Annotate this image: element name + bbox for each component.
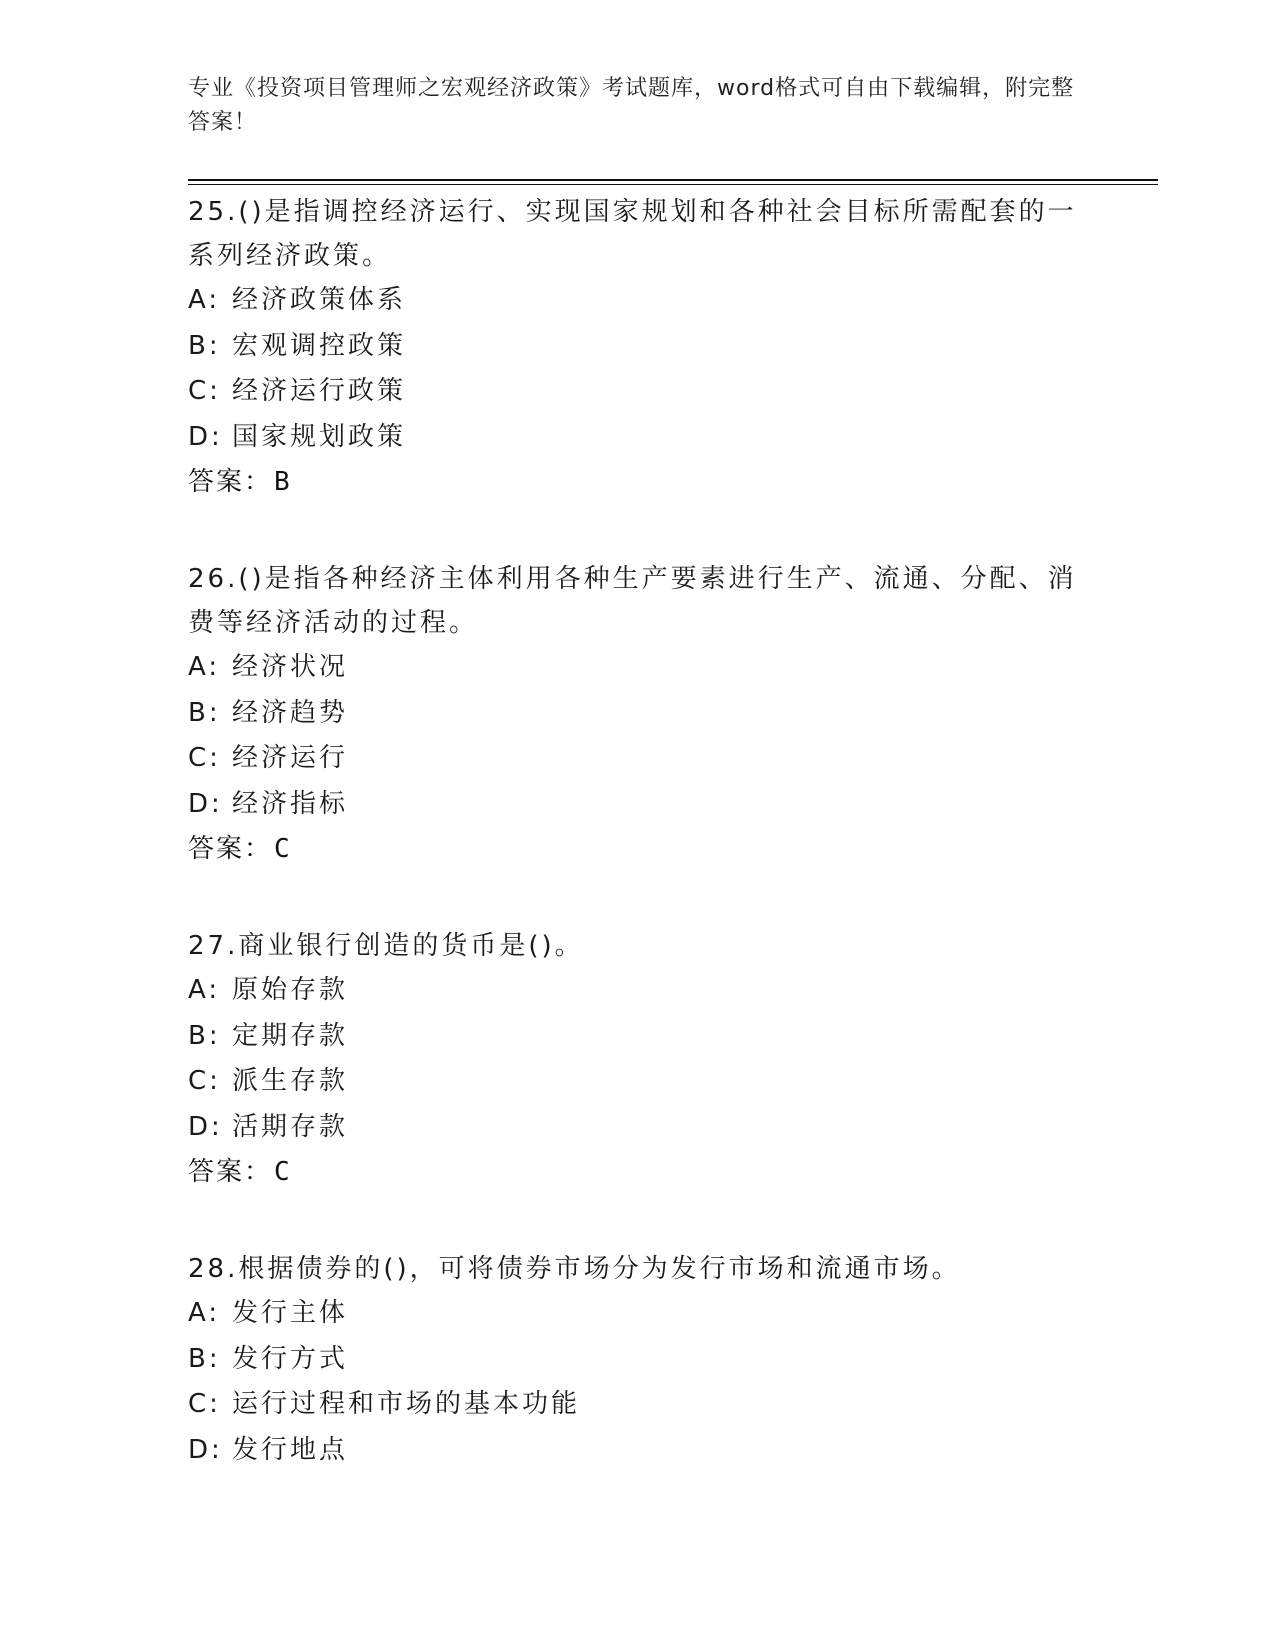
option-text: 派生存款	[232, 1066, 349, 1096]
option-text: 运行过程和市场的基本功能	[232, 1389, 581, 1419]
option-a	[188, 645, 1088, 691]
option-d	[188, 1428, 1088, 1474]
option-a	[188, 1291, 1088, 1337]
answer-label: 答案：	[188, 467, 273, 497]
option-c	[188, 1059, 1088, 1105]
question-25	[188, 190, 1088, 505]
option-text: 国家规划政策	[232, 421, 407, 452]
question-27	[188, 924, 1088, 1195]
question-stem: 28.根据债券的()，可将债券市场分为发行市场和流通市场。	[188, 1254, 961, 1284]
option-d	[188, 1105, 1088, 1151]
option-key: A:	[188, 975, 221, 1005]
question-stem: 25.()是指调控经济运行、实现国家规划和各种社会目标所需配套的一系列经济政策。	[188, 197, 1077, 271]
header-rule-thin	[188, 184, 1158, 185]
answer-label: 答案：	[188, 1157, 273, 1187]
option-text: 宏观调控政策	[232, 330, 407, 361]
question-stem: 27.商业银行创造的货币是()。	[188, 931, 584, 961]
option-text: 经济政策体系	[232, 285, 407, 315]
answer-value: B	[274, 467, 292, 497]
option-key: A:	[188, 1298, 221, 1328]
option-key: B:	[188, 1020, 221, 1051]
answer-line	[188, 1150, 1088, 1195]
option-key: B:	[188, 697, 221, 728]
option-text: 发行主体	[232, 1298, 349, 1328]
answer-line	[188, 460, 1088, 505]
option-key: C:	[188, 743, 221, 773]
question-26	[188, 557, 1088, 872]
option-key: A:	[188, 652, 221, 682]
option-d	[188, 782, 1088, 828]
option-a	[188, 278, 1088, 324]
option-b	[188, 1337, 1088, 1383]
option-key: D:	[188, 1111, 223, 1142]
option-key: C:	[188, 376, 221, 406]
option-text: 定期存款	[232, 1020, 349, 1051]
option-c	[188, 736, 1088, 782]
option-d	[188, 415, 1088, 461]
question-stem: 26.()是指各种经济主体利用各种生产要素进行生产、流通、分配、消费等经济活动的过程。	[188, 564, 1077, 638]
option-text: 发行地点	[232, 1434, 349, 1465]
option-key: B:	[188, 1343, 221, 1374]
option-c	[188, 369, 1088, 415]
question-28	[188, 1247, 1088, 1473]
option-text: 经济指标	[232, 788, 349, 819]
option-text: 经济状况	[232, 652, 349, 682]
option-b	[188, 691, 1088, 737]
option-key: A:	[188, 285, 221, 315]
option-b	[188, 324, 1088, 370]
option-key: D:	[188, 421, 223, 452]
option-b	[188, 1014, 1088, 1060]
option-key: B:	[188, 330, 221, 361]
option-text: 发行方式	[232, 1343, 349, 1374]
option-c	[188, 1382, 1088, 1428]
answer-value: C	[274, 834, 292, 864]
answer-label: 答案：	[188, 834, 273, 864]
option-text: 原始存款	[232, 975, 349, 1005]
option-text: 经济运行	[232, 743, 349, 773]
option-key: D:	[188, 788, 223, 819]
question-list	[188, 190, 1088, 1525]
answer-value: C	[274, 1157, 292, 1187]
option-key: C:	[188, 1389, 221, 1419]
document-header-note: 专业《投资项目管理师之宏观经济政策》考试题库，word格式可自由下载编辑，附完整答案！	[188, 76, 1075, 135]
option-text: 经济趋势	[232, 697, 349, 728]
option-a	[188, 968, 1088, 1014]
option-key: C:	[188, 1066, 221, 1096]
option-key: D:	[188, 1434, 223, 1465]
option-text: 经济运行政策	[232, 376, 407, 406]
header-rule-thick	[188, 179, 1158, 181]
answer-line	[188, 827, 1088, 872]
option-text: 活期存款	[232, 1111, 349, 1142]
